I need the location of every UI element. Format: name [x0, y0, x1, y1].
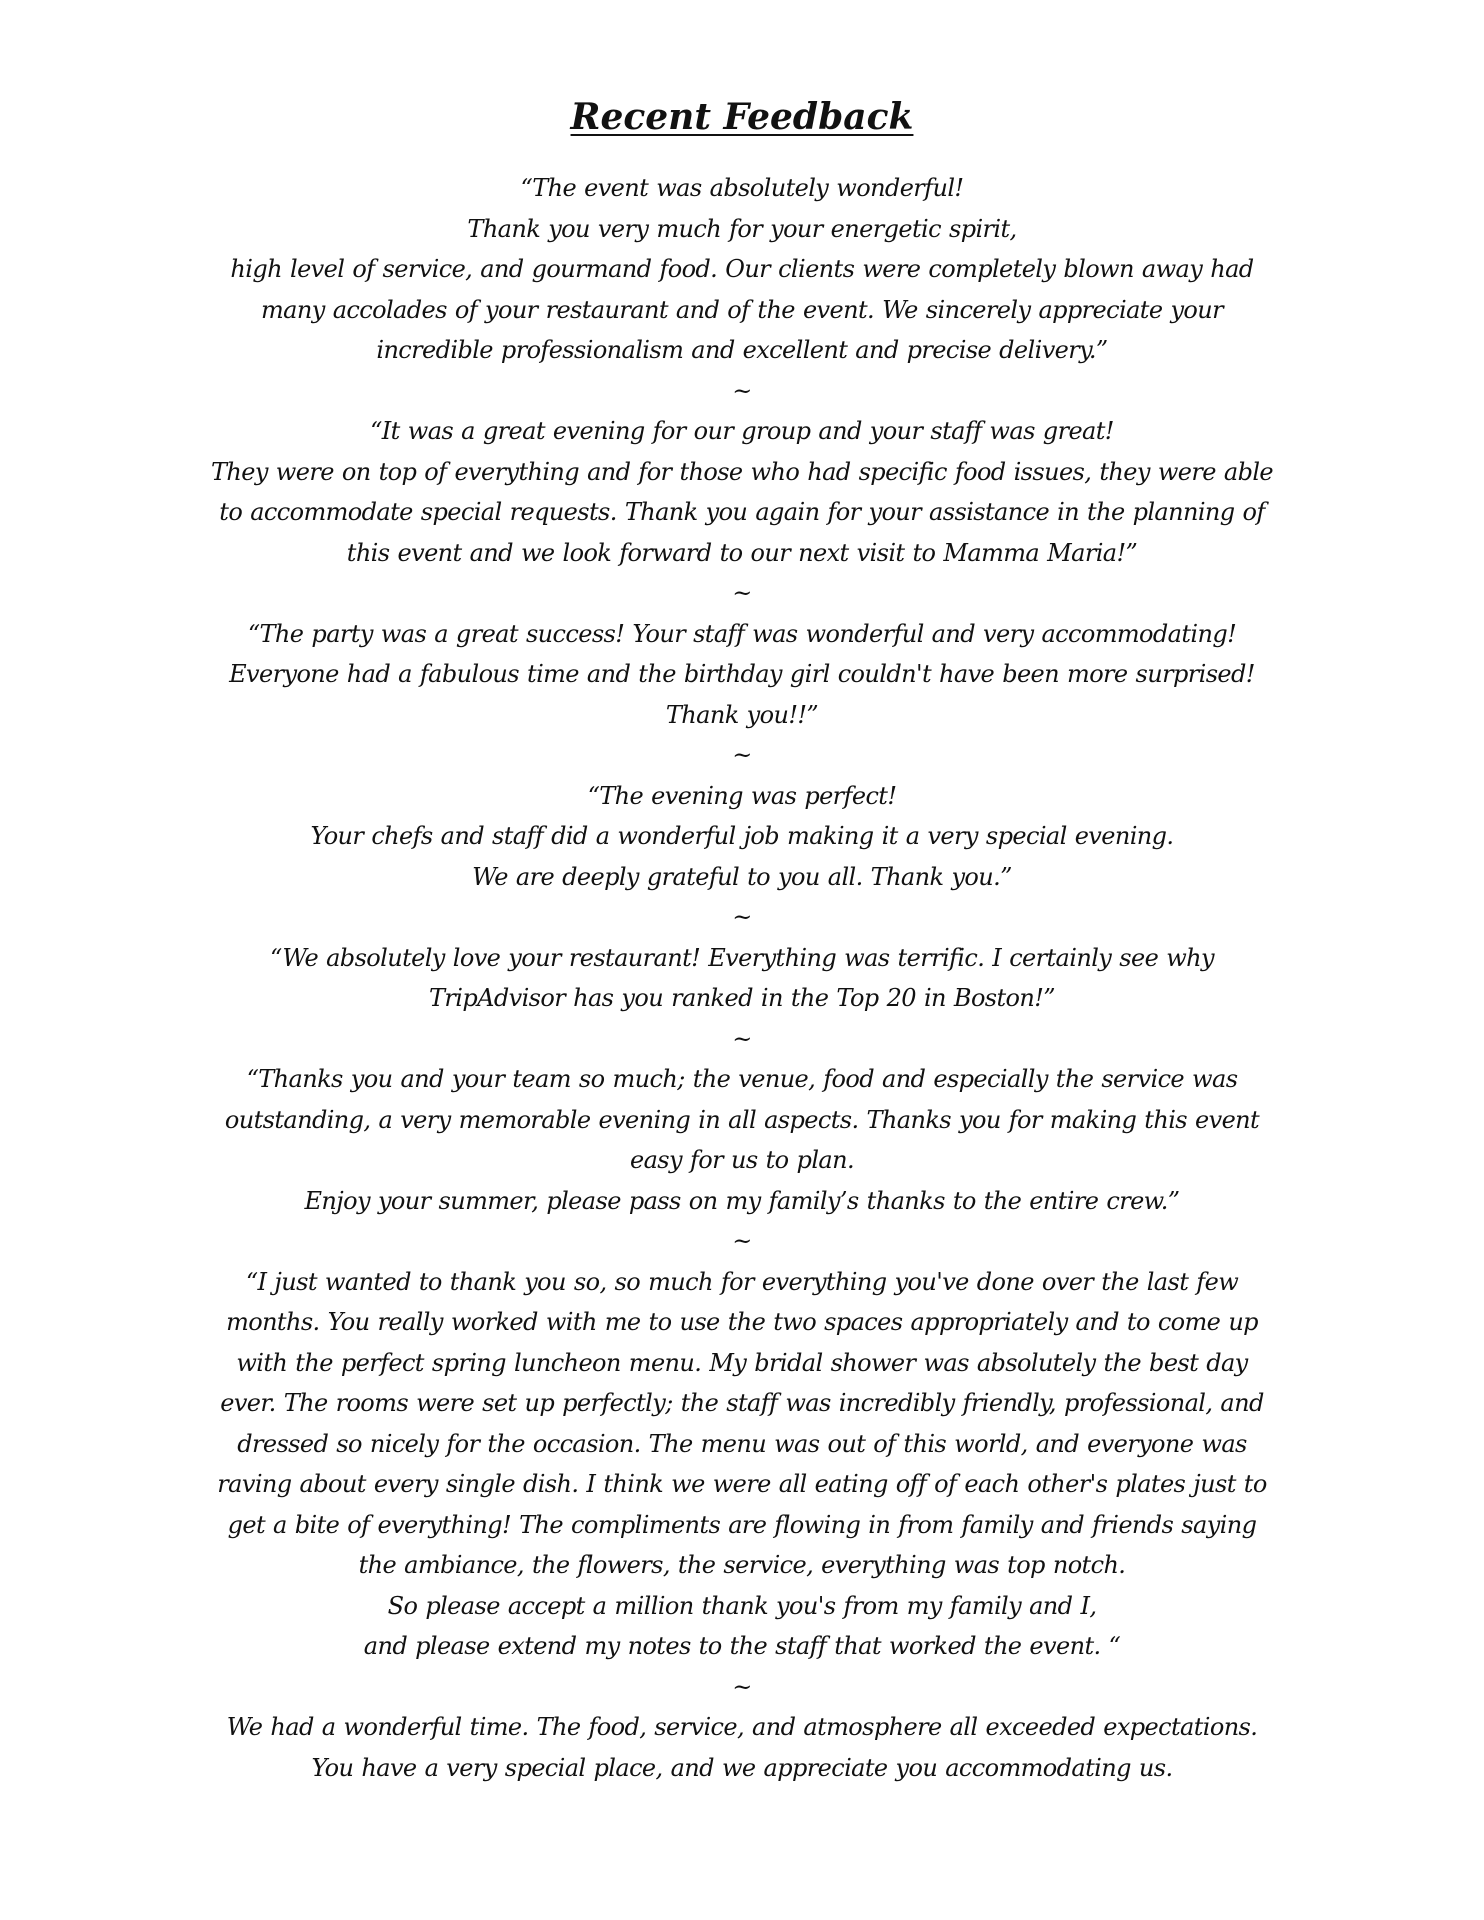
- testimonial: [180, 776, 1304, 898]
- testimonial-line: ever. The rooms were set up perfectly; the staff was incredibly friendly, professional, and: [220, 1389, 1264, 1417]
- tilde-separator: ~: [732, 376, 752, 405]
- tilde-separator: ~: [732, 1024, 752, 1053]
- testimonial-line: high level of service, and gourmand food. Our clients were completely blown away had: [230, 255, 1254, 283]
- testimonial: [180, 614, 1304, 736]
- testimonial-line: We had a wonderful time. The food, service, and atmosphere all exceeded expectations.: [226, 1713, 1258, 1741]
- testimonial-line: “We absolutely love your restaurant! Everything was terrific. I certainly see why: [270, 943, 1214, 972]
- testimonial: [180, 1059, 1304, 1221]
- tilde-separator: ~: [732, 1672, 752, 1701]
- testimonial-line: dressed so nicely for the occasion. The menu was out of this world, and everyone was: [237, 1429, 1247, 1458]
- tilde-separator: ~: [732, 903, 752, 931]
- testimonial-line: Your chefs and staff did a wonderful job making it a very special evening.: [310, 822, 1174, 850]
- testimonial-line: outstanding, a very memorable evening in all aspects. Thanks you for making this event: [224, 1105, 1260, 1134]
- tilde-separator: ~: [732, 741, 752, 769]
- testimonial-line: We are deeply grateful to you all. Thank you.”: [472, 862, 1012, 891]
- testimonial: [180, 1262, 1304, 1667]
- testimonial-line: “The party was a great success! Your staff was wonderful and very accommodating!: [247, 619, 1237, 648]
- testimonial-line: They were on top of everything and for those who had specific food issues, they were able: [210, 457, 1274, 486]
- testimonial-line: raving about every single dish. I think we were all eating off of each other's plates just to: [217, 1470, 1267, 1498]
- testimonial: [180, 938, 1304, 1019]
- testimonial-line: to accommodate special requests. Thank you again for your assistance in the planning of: [219, 498, 1265, 526]
- testimonial-line: with the perfect spring luncheon menu. My bridal shower was absolutely the best day: [236, 1348, 1248, 1377]
- testimonial-line: You have a very special place, and we appreciate you accommodating us.: [311, 1753, 1173, 1782]
- testimonial-line: So please accept a million thank you's from my family and I,: [387, 1591, 1097, 1620]
- testimonial-line: get a bite of everything! The compliments are flowing in from family and friends saying: [227, 1510, 1257, 1539]
- testimonial-line: Enjoy your summer, please pass on my family’s thanks to the entire crew.”: [304, 1186, 1180, 1215]
- testimonial-line: the ambiance, the flowers, the service, everything was top notch.: [358, 1551, 1126, 1579]
- tilde-separator: ~: [732, 1227, 752, 1255]
- testimonial-line: TripAdvisor has you ranked in the Top 20 in Boston!”: [429, 984, 1055, 1012]
- testimonial-line: “I just wanted to thank you so, so much for everything you've done over the last few: [245, 1267, 1239, 1296]
- testimonial-line: easy for us to plan.: [629, 1146, 854, 1174]
- testimonial-line: incredible professionalism and excellent and precise delivery.”: [376, 336, 1108, 364]
- testimonial-line: many accolades of your restaurant and of the event. We sincerely appreciate your: [261, 295, 1223, 324]
- testimonial: [180, 1707, 1304, 1788]
- testimonial-line: Thank you!!”: [665, 700, 819, 729]
- testimonial-line: Everyone had a fabulous time and the birthday girl couldn't have been more surprised!: [229, 660, 1255, 688]
- feedback-list: [180, 168, 1304, 1788]
- testimonial-line: and please extend my notes to the staff that worked the event. “: [363, 1632, 1121, 1660]
- testimonial-line: Thank you very much for your energetic spirit,: [467, 214, 1017, 243]
- tilde-separator: ~: [732, 579, 752, 607]
- testimonial: [180, 168, 1304, 371]
- page-title: Recent Feedback: [570, 96, 914, 138]
- testimonial: [180, 411, 1304, 573]
- testimonial-line: months. You really worked with me to use the two spaces appropriately and to come up: [226, 1308, 1258, 1336]
- testimonial-line: “Thanks you and your team so much; the venue, food and especially the service was: [246, 1065, 1238, 1093]
- testimonial-line: “It was a great evening for our group and your staff was great!: [370, 417, 1114, 445]
- testimonial-line: “The event was absolutely wonderful!: [520, 174, 964, 202]
- testimonial-line: this event and we look forward to our next visit to Mamma Maria!”: [346, 538, 1138, 567]
- testimonial-line: “The evening was perfect!: [587, 781, 897, 810]
